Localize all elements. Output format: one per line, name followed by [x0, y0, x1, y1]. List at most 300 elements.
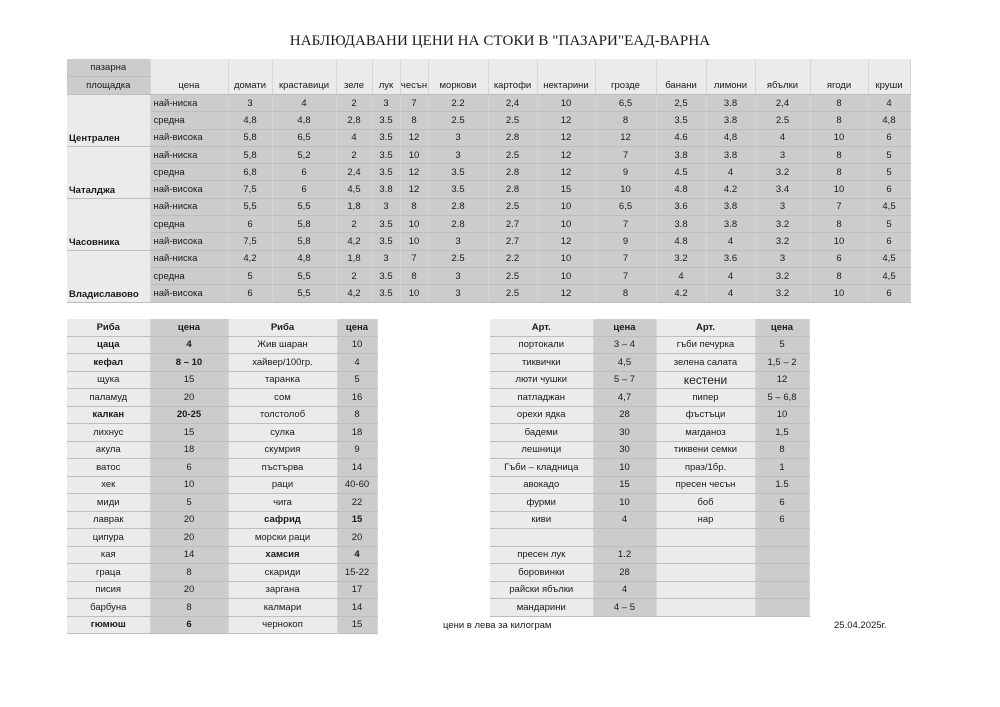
price-cell: 4,2: [228, 250, 272, 267]
price-cell: 3.5: [372, 216, 400, 233]
table-row: [67, 564, 377, 582]
market-name: Владиславово: [67, 250, 150, 302]
column-header: цена: [593, 319, 656, 336]
price-cell: 2.2: [488, 250, 537, 267]
price-cell: 2.8: [488, 164, 537, 181]
price-level: най-ниска: [150, 198, 228, 215]
price-cell: 8: [810, 164, 868, 181]
price-cell: 6: [272, 164, 336, 181]
price-cell: 3.2: [755, 164, 810, 181]
fish-price: 8: [337, 406, 377, 424]
product-header: нектарини: [537, 59, 595, 95]
fish-price: 20: [150, 529, 228, 547]
price-cell: 3: [372, 95, 400, 112]
table-row: [67, 459, 377, 477]
price-cell: 5,5: [272, 267, 336, 284]
price-cell: 10: [810, 181, 868, 198]
price-cell: 3.2: [656, 250, 706, 267]
product-header: зеле: [336, 59, 372, 95]
price-cell: 6,5: [272, 129, 336, 146]
price-cell: 3.5: [372, 112, 400, 129]
price-cell: 10: [400, 285, 428, 302]
price-level: най-висока: [150, 233, 228, 250]
article-price: [755, 564, 809, 582]
price-cell: 12: [400, 129, 428, 146]
fish-name: сулка: [228, 424, 337, 442]
price-cell: 2: [336, 95, 372, 112]
price-cell: 2.5: [488, 112, 537, 129]
fish-name: сафрид: [228, 511, 337, 529]
table-row: [67, 198, 910, 215]
fish-name: гюмюш: [67, 616, 150, 634]
price-cell: 10: [400, 146, 428, 163]
article-price: 10: [755, 406, 809, 424]
price-cell: 7: [810, 198, 868, 215]
price-cell: 4.2: [656, 285, 706, 302]
market-prices-table: [67, 59, 911, 303]
article-name: кестени: [656, 371, 755, 389]
price-cell: 4: [755, 129, 810, 146]
price-cell: 4,2: [336, 233, 372, 250]
fish-price: 5: [150, 494, 228, 512]
column-header: цена: [337, 319, 377, 336]
price-cell: 2.5: [488, 146, 537, 163]
header-row: [490, 319, 809, 336]
price-cell: 10: [537, 95, 595, 112]
price-cell: 10: [537, 198, 595, 215]
price-cell: 4,5: [868, 250, 910, 267]
price-cell: 4,5: [868, 267, 910, 284]
table-row: [490, 476, 809, 494]
price-cell: 8: [595, 112, 656, 129]
column-header: Арт.: [490, 319, 593, 336]
price-cell: 1,8: [336, 250, 372, 267]
article-name: гъби печурка: [656, 336, 755, 354]
article-price: 5 – 6,8: [755, 389, 809, 407]
article-price: 30: [593, 424, 656, 442]
article-name: фурми: [490, 494, 593, 512]
price-cell: 4,8: [272, 250, 336, 267]
product-header: краставици: [272, 59, 336, 95]
table-row: [490, 511, 809, 529]
price-cell: 10: [810, 233, 868, 250]
table-row: [490, 459, 809, 477]
fish-price: 20: [150, 389, 228, 407]
article-price: 4,7: [593, 389, 656, 407]
price-cell: 12: [537, 233, 595, 250]
product-header: картофи: [488, 59, 537, 95]
price-cell: 4,8: [868, 112, 910, 129]
article-price: [755, 529, 809, 547]
price-cell: 2,4: [336, 164, 372, 181]
price-cell: 4.6: [656, 129, 706, 146]
article-name: райски ябълки: [490, 581, 593, 599]
article-price: [593, 529, 656, 547]
price-cell: 8: [595, 285, 656, 302]
price-level: средна: [150, 112, 228, 129]
fish-name: акула: [67, 441, 150, 459]
price-cell: 7,5: [228, 233, 272, 250]
price-cell: 3: [755, 146, 810, 163]
market-header-bottom: площадка: [67, 77, 150, 95]
table-row: [67, 599, 377, 617]
fish-name: чернокоп: [228, 616, 337, 634]
price-cell: 3.2: [755, 267, 810, 284]
article-price: 12: [755, 371, 809, 389]
fish-price: 9: [337, 441, 377, 459]
fish-price: 18: [150, 441, 228, 459]
price-cell: 8: [810, 112, 868, 129]
fish-name: сом: [228, 389, 337, 407]
article-price: 1,5: [755, 424, 809, 442]
article-name: пресен чесън: [656, 476, 755, 494]
article-name: магданоз: [656, 424, 755, 442]
price-cell: 4,5: [336, 181, 372, 198]
price-cell: 12: [537, 112, 595, 129]
price-cell: 8: [400, 267, 428, 284]
fish-price: 6: [150, 459, 228, 477]
fish-price: 20: [337, 529, 377, 547]
article-name: орехи ядка: [490, 406, 593, 424]
price-cell: 3.8: [706, 95, 755, 112]
price-cell: 12: [595, 129, 656, 146]
product-header: ябълки: [755, 59, 810, 95]
price-cell: 10: [537, 216, 595, 233]
article-price: 4 – 5: [593, 599, 656, 617]
price-cell: 4.8: [656, 233, 706, 250]
table-row: [67, 546, 377, 564]
product-header: лимони: [706, 59, 755, 95]
price-cell: 6: [868, 285, 910, 302]
price-cell: 3: [428, 233, 488, 250]
column-header: Риба: [67, 319, 150, 336]
price-cell: 4.8: [656, 181, 706, 198]
price-cell: 4,8: [272, 112, 336, 129]
fish-price: 14: [150, 546, 228, 564]
article-name: люти чушки: [490, 371, 593, 389]
article-name: тиквени семки: [656, 441, 755, 459]
fish-name: скариди: [228, 564, 337, 582]
article-name: пресен лук: [490, 546, 593, 564]
article-price: 10: [593, 459, 656, 477]
fish-name: калкан: [67, 406, 150, 424]
price-cell: 3.5: [428, 181, 488, 198]
price-cell: 2: [336, 216, 372, 233]
fish-price: 4: [337, 354, 377, 372]
article-price: 3 – 4: [593, 336, 656, 354]
price-cell: 3.5: [372, 285, 400, 302]
table-row: [67, 424, 377, 442]
article-name: [490, 529, 593, 547]
fish-price: 4: [150, 336, 228, 354]
price-cell: 8: [400, 198, 428, 215]
fish-price: 6: [150, 616, 228, 634]
price-cell: 7: [400, 95, 428, 112]
price-cell: 12: [537, 146, 595, 163]
price-cell: 15: [537, 181, 595, 198]
article-name: праз/1бр.: [656, 459, 755, 477]
article-price: 15: [593, 476, 656, 494]
price-cell: 8: [810, 146, 868, 163]
price-cell: 1,8: [336, 198, 372, 215]
table-row: [67, 216, 910, 233]
price-level: средна: [150, 216, 228, 233]
fish-name: ципура: [67, 529, 150, 547]
price-cell: 6: [272, 181, 336, 198]
price-cell: 4: [868, 95, 910, 112]
article-name: портокали: [490, 336, 593, 354]
price-cell: 5,5: [228, 198, 272, 215]
fish-name: лаврак: [67, 511, 150, 529]
article-price: 5 – 7: [593, 371, 656, 389]
fish-price: 17: [337, 581, 377, 599]
fish-name: калмари: [228, 599, 337, 617]
report-date: 25.04.2025г.: [834, 620, 887, 631]
product-header: домати: [228, 59, 272, 95]
fish-name: щука: [67, 371, 150, 389]
fish-price: 22: [337, 494, 377, 512]
price-cell: 3.8: [656, 216, 706, 233]
price-cell: 8: [810, 95, 868, 112]
article-name: бадеми: [490, 424, 593, 442]
table-row: [67, 406, 377, 424]
price-cell: 6: [868, 181, 910, 198]
table-row: [67, 250, 910, 267]
price-cell: 3.8: [706, 216, 755, 233]
article-name: [656, 546, 755, 564]
article-price: 4,5: [593, 354, 656, 372]
column-header: Риба: [228, 319, 337, 336]
price-cell: 2.5: [488, 267, 537, 284]
article-price: 1: [755, 459, 809, 477]
table-row: [67, 476, 377, 494]
article-name: [656, 599, 755, 617]
table-row: [490, 599, 809, 617]
column-header: Арт.: [656, 319, 755, 336]
fish-name: паламуд: [67, 389, 150, 407]
price-cell: 3: [428, 146, 488, 163]
price-cell: 2.7: [488, 233, 537, 250]
fish-price: 10: [337, 336, 377, 354]
fish-price: 14: [337, 599, 377, 617]
article-price: 5: [755, 336, 809, 354]
fish-name: цаца: [67, 336, 150, 354]
price-cell: 10: [400, 233, 428, 250]
header-row: [67, 59, 910, 77]
price-cell: 5,2: [272, 146, 336, 163]
table-row: [67, 146, 910, 163]
market-name: Централен: [67, 95, 150, 147]
price-cell: 3.2: [755, 216, 810, 233]
fish-price: 8 – 10: [150, 354, 228, 372]
article-price: 6: [755, 511, 809, 529]
table-row: [490, 546, 809, 564]
fish-price: 14: [337, 459, 377, 477]
price-cell: 3.2: [755, 233, 810, 250]
price-cell: 6: [228, 216, 272, 233]
fish-name: писия: [67, 581, 150, 599]
fish-name: морски раци: [228, 529, 337, 547]
price-cell: 5: [868, 164, 910, 181]
price-cell: 2.2: [428, 95, 488, 112]
price-cell: 10: [810, 129, 868, 146]
article-name: лешници: [490, 441, 593, 459]
article-name: авокадо: [490, 476, 593, 494]
table-row: [490, 389, 809, 407]
price-cell: 12: [400, 181, 428, 198]
price-cell: 3.6: [706, 250, 755, 267]
article-price: [755, 599, 809, 617]
price-cell: 7: [400, 250, 428, 267]
price-cell: 3: [372, 250, 400, 267]
price-cell: 3.8: [706, 112, 755, 129]
price-cell: 3: [428, 129, 488, 146]
article-name: [656, 581, 755, 599]
price-cell: 10: [595, 181, 656, 198]
product-header: моркови: [428, 59, 488, 95]
price-cell: 5,8: [272, 216, 336, 233]
price-cell: 3.5: [372, 267, 400, 284]
table-row: [67, 389, 377, 407]
price-cell: 5,5: [272, 285, 336, 302]
price-cell: 2.5: [755, 112, 810, 129]
fish-price: 15: [337, 616, 377, 634]
price-cell: 12: [537, 129, 595, 146]
fish-name: хамсия: [228, 546, 337, 564]
fish-name: ватос: [67, 459, 150, 477]
fish-name: таранка: [228, 371, 337, 389]
price-cell: 7: [595, 216, 656, 233]
fish-price: 8: [150, 599, 228, 617]
price-cell: 9: [595, 233, 656, 250]
price-cell: 5,8: [272, 233, 336, 250]
price-cell: 5,8: [228, 146, 272, 163]
price-cell: 12: [400, 164, 428, 181]
price-cell: 10: [537, 250, 595, 267]
table-row: [490, 371, 809, 389]
price-cell: 2.5: [488, 198, 537, 215]
price-cell: 12: [537, 285, 595, 302]
fish-name: чига: [228, 494, 337, 512]
price-cell: 3.8: [706, 146, 755, 163]
article-price: 4: [593, 581, 656, 599]
fish-price: 10: [150, 476, 228, 494]
price-cell: 3.5: [372, 164, 400, 181]
article-name: зелена салата: [656, 354, 755, 372]
article-price: 30: [593, 441, 656, 459]
price-cell: 6,5: [595, 95, 656, 112]
product-header: банани: [656, 59, 706, 95]
table-row: [490, 336, 809, 354]
price-cell: 4,5: [868, 198, 910, 215]
fish-name: Жив шаран: [228, 336, 337, 354]
price-cell: 2.8: [428, 198, 488, 215]
table-row: [67, 494, 377, 512]
fish-price: 16: [337, 389, 377, 407]
price-cell: 2.5: [488, 285, 537, 302]
table-row: [67, 129, 910, 146]
market-name: Чаталджа: [67, 146, 150, 198]
price-cell: 2.8: [488, 181, 537, 198]
fish-name: раци: [228, 476, 337, 494]
table-row: [490, 441, 809, 459]
price-cell: 3.5: [372, 146, 400, 163]
price-cell: 9: [595, 164, 656, 181]
price-cell: 3: [428, 285, 488, 302]
column-header: цена: [150, 319, 228, 336]
fish-name: миди: [67, 494, 150, 512]
price-level: най-висока: [150, 285, 228, 302]
price-cell: 4: [272, 95, 336, 112]
fish-name: хайвер/100гр.: [228, 354, 337, 372]
table-row: [490, 354, 809, 372]
article-price: 28: [593, 406, 656, 424]
price-cell: 10: [400, 216, 428, 233]
article-name: боб: [656, 494, 755, 512]
article-price: 1.2: [593, 546, 656, 564]
price-cell: 2: [336, 146, 372, 163]
articles-prices-table: [490, 319, 810, 617]
article-name: Гъби – кладница: [490, 459, 593, 477]
article-price: [755, 546, 809, 564]
price-cell: 2,8: [336, 112, 372, 129]
price-cell: 7,5: [228, 181, 272, 198]
table-row: [67, 181, 910, 198]
article-price: 1.5: [755, 476, 809, 494]
price-cell: 3.6: [656, 198, 706, 215]
price-cell: 4,2: [336, 285, 372, 302]
article-name: тиквички: [490, 354, 593, 372]
price-cell: 7: [595, 146, 656, 163]
fish-name: хек: [67, 476, 150, 494]
fish-name: кефал: [67, 354, 150, 372]
table-row: [67, 267, 910, 284]
price-cell: 4: [656, 267, 706, 284]
price-level: най-висока: [150, 129, 228, 146]
price-cell: 12: [537, 164, 595, 181]
price-cell: 3.4: [755, 181, 810, 198]
table-row: [67, 616, 377, 634]
price-cell: 3: [755, 198, 810, 215]
price-cell: 2.7: [488, 216, 537, 233]
product-header: ягоди: [810, 59, 868, 95]
price-cell: 8: [810, 216, 868, 233]
price-cell: 8: [810, 267, 868, 284]
fish-name: кая: [67, 546, 150, 564]
price-cell: 4: [706, 285, 755, 302]
article-price: 4: [593, 511, 656, 529]
table-row: [490, 581, 809, 599]
table-row: [67, 511, 377, 529]
fish-price: 18: [337, 424, 377, 442]
header-row: [67, 319, 377, 336]
price-cell: 6,8: [228, 164, 272, 181]
market-name: Часовника: [67, 198, 150, 250]
fish-price: 20: [150, 581, 228, 599]
article-name: патладжан: [490, 389, 593, 407]
article-name: нар: [656, 511, 755, 529]
table-row: [67, 529, 377, 547]
price-cell: 4,8: [706, 129, 755, 146]
article-price: 1,5 – 2: [755, 354, 809, 372]
table-row: [490, 494, 809, 512]
article-price: 8: [755, 441, 809, 459]
price-cell: 2.8: [428, 216, 488, 233]
price-cell: 3.8: [372, 181, 400, 198]
fish-name: барбуна: [67, 599, 150, 617]
table-row: [67, 95, 910, 112]
article-name: пипер: [656, 389, 755, 407]
